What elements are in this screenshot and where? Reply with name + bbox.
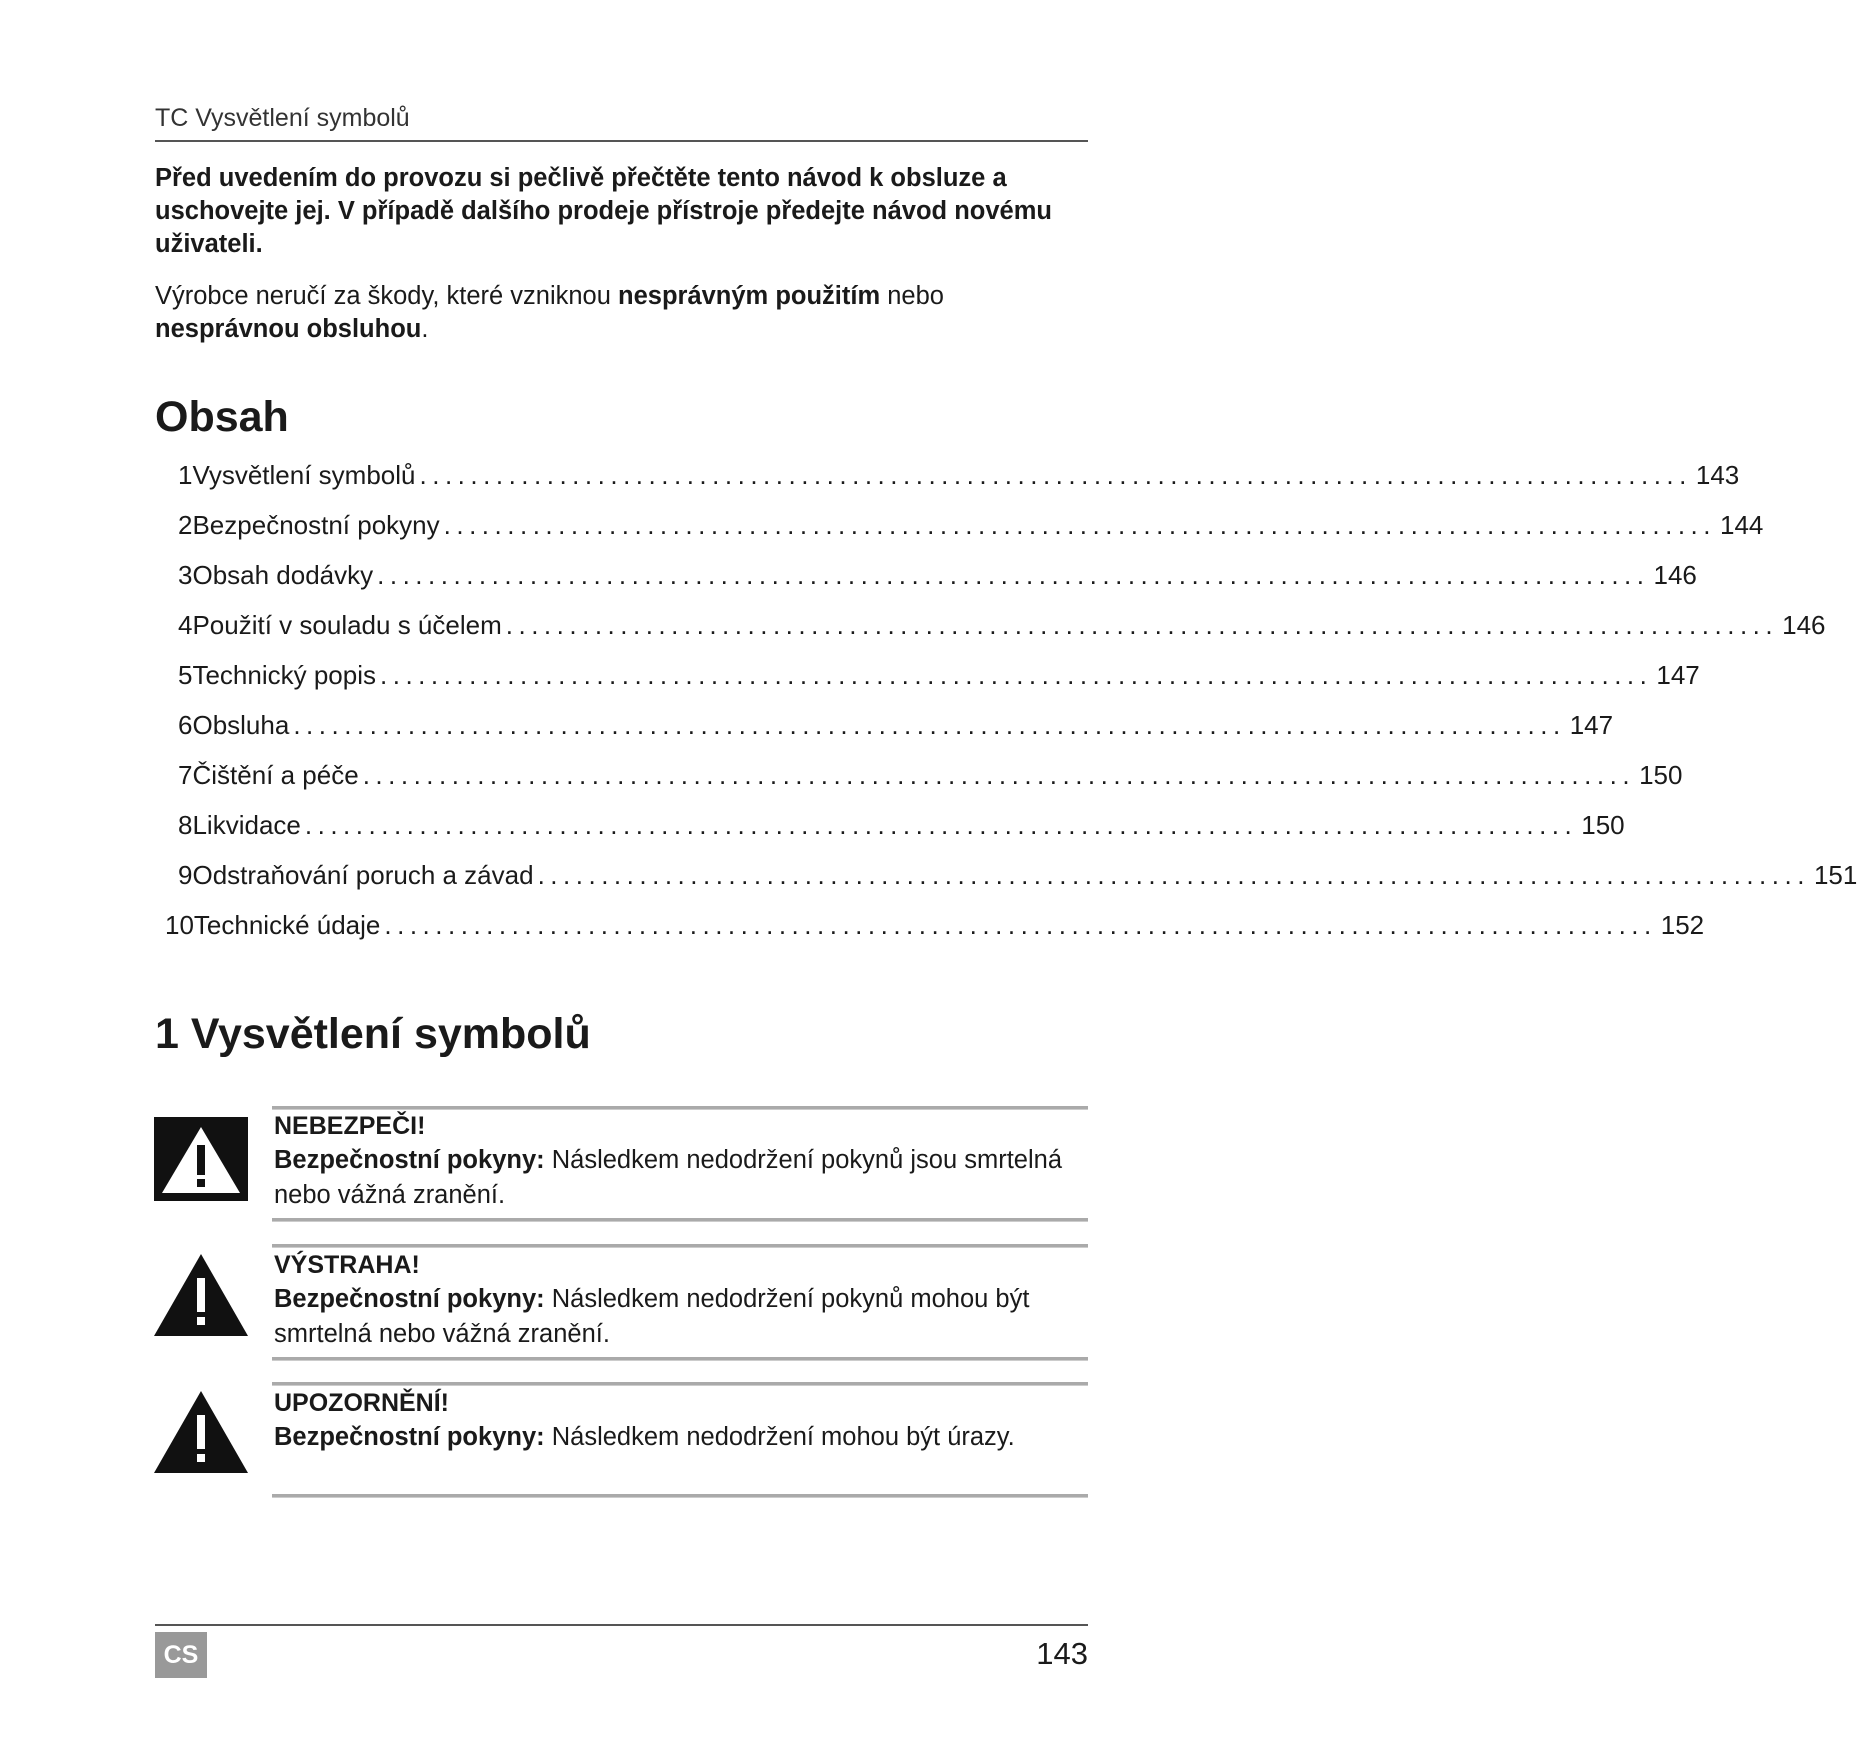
toc-entry[interactable] <box>178 708 1614 742</box>
warning-title: NEBEZPEČI! <box>274 1112 426 1140</box>
toc-entry[interactable] <box>178 608 1826 642</box>
toc-entry-title: Vysvětlení symbolů <box>192 460 416 490</box>
toc-entry-number: 4 <box>178 610 193 640</box>
toc-heading: Obsah <box>155 393 289 441</box>
toc-entry[interactable] <box>178 658 1700 692</box>
toc-entry[interactable] <box>178 458 1740 492</box>
toc-entry-page: 151 <box>1813 860 1857 890</box>
toc-entry-number: 10 <box>165 910 194 940</box>
toc-entry[interactable] <box>178 858 1857 892</box>
disclaimer-text-3: . <box>421 315 429 343</box>
toc-entry[interactable] <box>178 558 1697 592</box>
intro-paragraph: Před uvedením do provozu si pečlivě přečtěte tento návod k obsluze a uschovejte jej. V případě dalšího prodeje přístroje předejte návod novému uživateli. <box>155 164 1052 258</box>
toc-entry-page: 150 <box>1639 760 1683 790</box>
toc-entry-title: Odstraňování poruch a závad <box>192 860 534 890</box>
toc-entry-page: 147 <box>1656 660 1700 690</box>
warning-label: Bezpečnostní pokyny: <box>274 1146 545 1174</box>
notice-warning-icon <box>154 1391 248 1473</box>
caution-warning-icon <box>154 1254 248 1336</box>
toc-entry-title: Obsluha <box>192 710 290 740</box>
toc-leader-dots: .................................................................................................... <box>419 460 1692 490</box>
toc-entry[interactable] <box>178 808 1625 842</box>
toc-leader-dots: .................................................................................................... <box>505 610 1779 640</box>
toc-entry-number: 6 <box>178 710 193 740</box>
toc-leader-dots: .................................................................................................... <box>384 910 1657 940</box>
warning-label: Bezpečnostní pokyny: <box>274 1423 545 1451</box>
warning-text <box>274 1420 1094 1455</box>
running-header-title: TC Vysvětlení symbolů <box>155 104 410 132</box>
toc-entry-title: Likvidace <box>192 810 301 840</box>
running-header <box>155 102 1088 142</box>
toc-entry-number: 8 <box>178 810 193 840</box>
toc-entry-page: 152 <box>1660 910 1705 940</box>
toc-entry-page: 147 <box>1569 710 1614 740</box>
toc-leader-dots: .................................................................................................... <box>304 810 1578 840</box>
toc-leader-dots: .................................................................................................... <box>293 710 1566 740</box>
toc-leader-dots: .................................................................................................... <box>362 760 1636 790</box>
toc-entry-page: 150 <box>1581 810 1625 840</box>
toc-entry-number: 3 <box>178 560 193 590</box>
warning-text <box>274 1282 1094 1352</box>
toc-entry-page: 144 <box>1720 510 1764 540</box>
section-heading: 1 Vysvětlení symbolů <box>155 1010 591 1058</box>
footer-rule <box>155 1624 1088 1626</box>
warning-body: Následkem nedodržení pokynů mohou být smrtelná nebo vážná zranění. <box>274 1285 1030 1348</box>
toc-entry[interactable] <box>165 908 1705 942</box>
toc-entry[interactable] <box>178 508 1764 542</box>
warning-body: Následkem nedodržení pokynů jsou smrtelná nebo vážná zranění. <box>274 1146 1062 1209</box>
danger-warning-icon <box>154 1117 248 1201</box>
warning-rule-bottom <box>272 1218 1088 1222</box>
toc-entry-title: Použití v souladu s účelem <box>192 610 502 640</box>
toc-entry-title: Obsah dodávky <box>192 560 374 590</box>
toc-entry-page: 146 <box>1653 560 1697 590</box>
warning-rule-top <box>272 1382 1088 1386</box>
toc-entry-number: 7 <box>178 760 193 790</box>
warning-rule-bottom <box>272 1357 1088 1361</box>
warning-label: Bezpečnostní pokyny: <box>274 1285 545 1313</box>
toc-entry-title: Technické údaje <box>193 910 381 940</box>
disclaimer-text-1: Výrobce neručí za škody, které vzniknou <box>155 282 618 310</box>
toc-entry-number: 2 <box>178 510 193 540</box>
toc-leader-dots: .................................................................................................... <box>537 860 1810 890</box>
toc-entry-page: 143 <box>1695 460 1740 490</box>
disclaimer-paragraph <box>155 280 1095 346</box>
toc-entry-page: 146 <box>1782 610 1826 640</box>
toc-entry-title: Bezpečnostní pokyny <box>192 510 440 540</box>
toc-entry-title: Technický popis <box>192 660 377 690</box>
language-badge: CS <box>155 1632 207 1678</box>
warning-title: UPOZORNĚNÍ! <box>274 1389 449 1417</box>
warning-text <box>274 1143 1094 1213</box>
disclaimer-emphasis-1: nesprávným použitím <box>618 282 881 310</box>
toc-leader-dots: .................................................................................................... <box>377 560 1650 590</box>
disclaimer-text-2: nebo <box>880 282 944 310</box>
warning-rule-bottom <box>272 1494 1088 1498</box>
toc-entry-title: Čištění a péče <box>192 760 359 790</box>
warning-rule-top <box>272 1244 1088 1248</box>
warning-rule-top <box>272 1106 1088 1110</box>
page-number: 143 <box>1036 1636 1088 1671</box>
warning-title: VÝSTRAHA! <box>274 1251 420 1279</box>
toc-leader-dots: .................................................................................................... <box>380 660 1653 690</box>
toc-leader-dots: .................................................................................................... <box>443 510 1716 540</box>
toc-entry[interactable] <box>178 758 1683 792</box>
warning-body: Následkem nedodržení mohou být úrazy. <box>544 1423 1015 1451</box>
disclaimer-emphasis-2: nesprávnou obsluhou <box>155 315 422 343</box>
toc-entry-number: 5 <box>178 660 193 690</box>
toc-entry-number: 1 <box>178 460 193 490</box>
toc-entry-number: 9 <box>178 860 193 890</box>
